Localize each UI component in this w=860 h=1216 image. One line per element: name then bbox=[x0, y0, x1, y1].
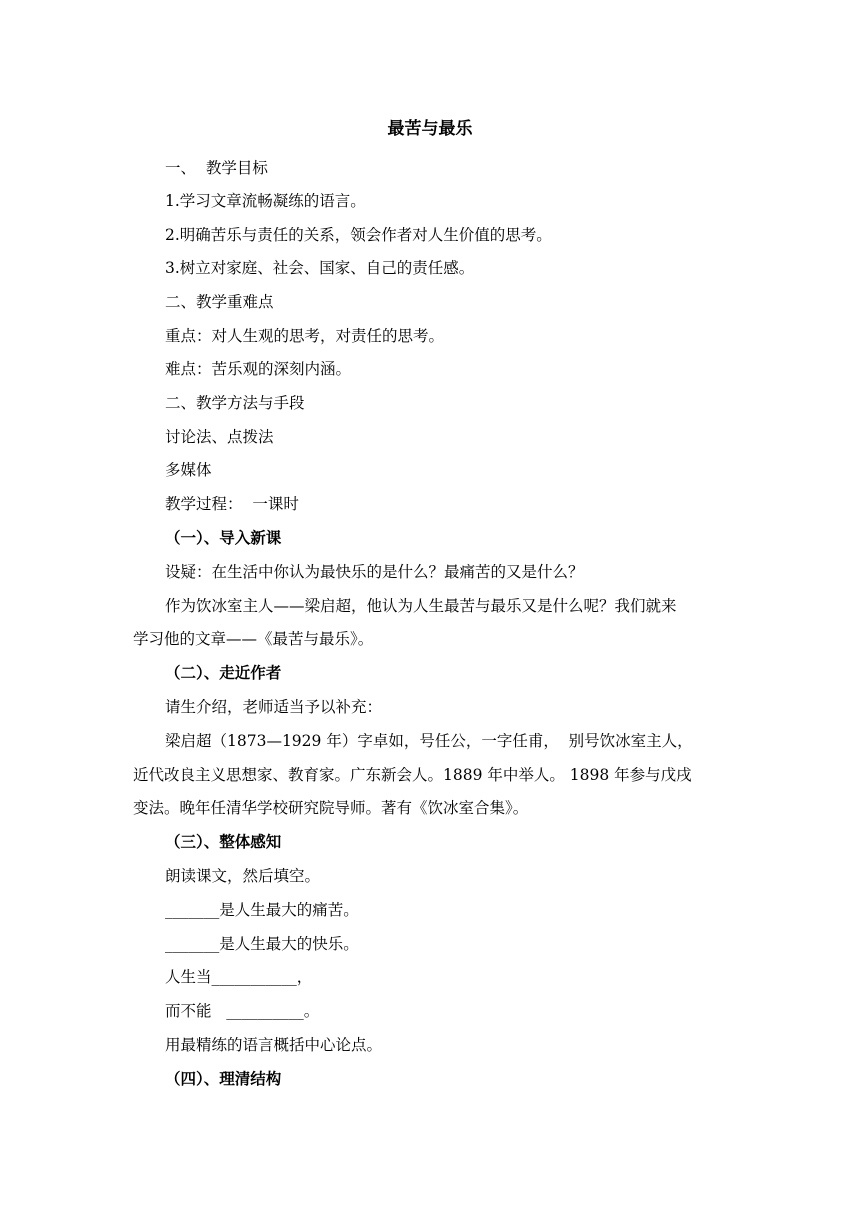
author-bio-line-3: 变法。晚年任清华学校研究院导师。著有《饮冰室合集》。 bbox=[133, 799, 529, 817]
author-bio-line-2: 近代改良主义思想家、教育家。广东新会人。1889 年中举人。 1898 年参与戊戌 bbox=[133, 766, 692, 784]
step-heading-intro: （一）、导入新课 bbox=[165, 529, 282, 547]
blank-greatest-joy: _______是人生最大的快乐。 bbox=[165, 935, 359, 953]
blank-greatest-pain: _______是人生最大的痛苦。 bbox=[165, 901, 359, 919]
section-heading-key-points: 二、教学重难点 bbox=[165, 293, 274, 311]
blank-life-should: 人生当___________， bbox=[165, 968, 313, 986]
document-title: 最苦与最乐 bbox=[387, 119, 473, 139]
step-heading-structure: （四）、理清结构 bbox=[165, 1070, 282, 1088]
step-heading-author: （二）、走近作者 bbox=[165, 664, 282, 682]
reading-instruction: 朗读课文，然后填空。 bbox=[165, 867, 321, 885]
step-heading-overview: （三）、整体感知 bbox=[165, 833, 282, 851]
author-bio-line-1: 梁启超（1873—1929 年）字卓如，号任公，一字任甫， 别号饮冰室主人， bbox=[165, 732, 693, 750]
method-multimedia: 多媒体 bbox=[165, 461, 212, 479]
section-heading-methods: 二、教学方法与手段 bbox=[165, 394, 305, 412]
intro-question: 设疑：在生活中你认为最快乐的是什么？最痛苦的又是什么？ bbox=[165, 563, 584, 581]
blank-cannot: 而不能 __________。 bbox=[165, 1002, 320, 1020]
objective-3: 3.树立对家庭、社会、国家、自己的责任感。 bbox=[165, 259, 475, 277]
difficult-point: 难点：苦乐观的深刻内涵。 bbox=[165, 360, 352, 378]
author-intro: 请生介绍，老师适当予以补充： bbox=[165, 698, 383, 716]
objective-1: 1.学习文章流畅凝练的语言。 bbox=[165, 192, 366, 210]
summary-instruction: 用最精练的语言概括中心论点。 bbox=[165, 1036, 383, 1054]
teaching-process: 教学过程： 一课时 bbox=[165, 495, 299, 513]
key-point: 重点：对人生观的思考，对责任的思考。 bbox=[165, 327, 445, 345]
section-heading-objectives: 一、 教学目标 bbox=[165, 159, 268, 177]
method-discussion: 讨论法、点拨法 bbox=[165, 428, 274, 446]
intro-text-line-1: 作为饮冰室主人——梁启超，他认为人生最苦与最乐又是什么呢？我们就来 bbox=[165, 597, 677, 615]
objective-2: 2.明确苦乐与责任的关系，领会作者对人生价值的思考。 bbox=[165, 226, 552, 244]
intro-text-line-2: 学习他的文章——《最苦与最乐》。 bbox=[133, 630, 374, 648]
